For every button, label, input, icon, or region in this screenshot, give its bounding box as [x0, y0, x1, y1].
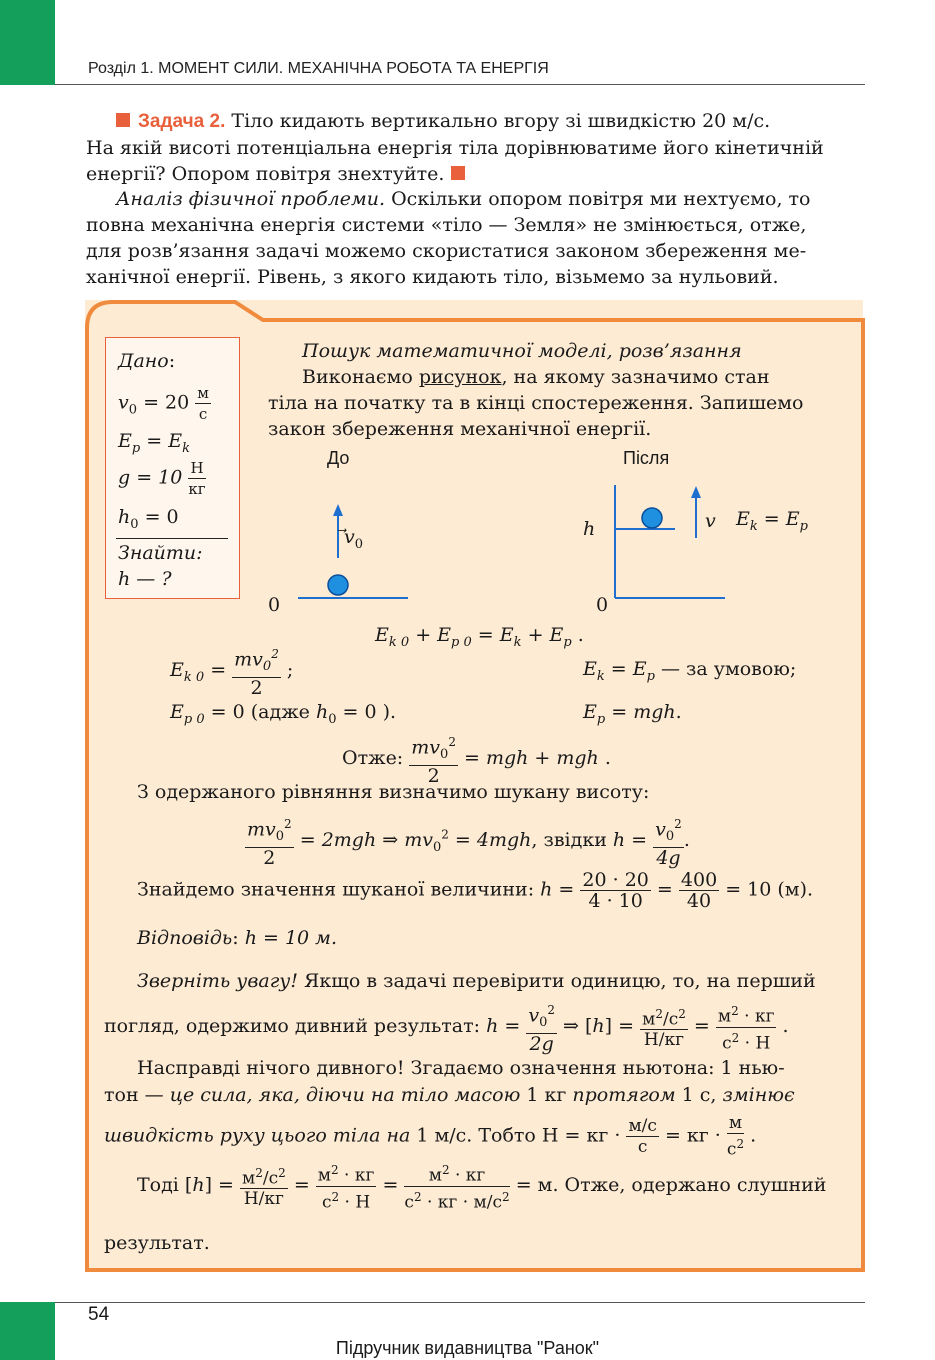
given-title: Дано: [118, 350, 169, 372]
note-line4: тон — це сила, яка, діючи на тіло масою 1 кг протягом 1 с, змінює: [104, 1084, 795, 1106]
note-line5: швидкість руху цього тіла на 1 м/с. Тобто Н = кг · $\frac{м/с}{с}$ = кг · $\frac{м}{с^2}$ .: [104, 1113, 757, 1160]
task-label: Задача 2.: [138, 111, 226, 132]
ball-after: [642, 508, 662, 528]
answer: Відповідь: h = 10 м.: [137, 927, 337, 949]
analysis-paragraph: [86, 186, 861, 290]
page-number: 54: [88, 1304, 110, 1325]
footer-rule: [55, 1302, 865, 1303]
given-ep: E: [118, 430, 132, 452]
task-line3: енергії? Опором повітря знехтуйте.: [86, 163, 445, 185]
task-end-square-icon: [451, 166, 465, 180]
note-line3: Насправді нічого дивного! Згадаємо означення ньютона: 1 нью-: [137, 1057, 785, 1079]
derivation-equation: $\frac{mv_0^2}{2}$ = 2mgh ⇒ $mv_0^2 = 4mgh$, звідки h = $\frac{v_0^2}{4g}$ .: [245, 814, 690, 868]
task-line2: На якій висоті потенціальна енергія тіла дорівнюватиме його кінетичній: [86, 137, 824, 159]
solution-paragraph: [268, 364, 843, 442]
solution-line2: тіла на початку та в кінці спостереження. Запишемо: [268, 392, 804, 414]
solution-line3: закон збереження механічної енергії.: [268, 418, 652, 440]
header-green-bar: [0, 0, 55, 85]
note-line2: погляд, одержимо дивний результат: h = $\frac{v_0^2}{2g}$ ⇒ [h] = $\frac{м^2/с^2}{Н/кг}$ = $\frac{м^2 \cdot кг}{с^2 \cdot Н}$ .: [104, 1000, 789, 1054]
solution-title: Пошук математичної моделі, розв’язання: [302, 340, 742, 362]
given-v0-unit-den: с: [198, 405, 208, 423]
given-g: g = 10: [118, 466, 183, 489]
figure-before-label: До: [327, 448, 350, 468]
find-label: Знайти:: [118, 542, 203, 564]
h-axis-label: h: [583, 518, 596, 540]
note-line6: Тоді [h] = $\frac{м^2/с^2}{Н/кг}$ = $\frac{м^2 \cdot кг}{с^2 \cdot Н}$ = $\frac{м^2 \cdot кг}{с^2 \cdot кг \cdot м/с^2}$ = м. Отже, одержано слушний: [137, 1160, 826, 1212]
analysis-line1: Оскільки опором повітря ми нехтуємо, то: [385, 188, 811, 210]
analysis-line3: для розв’язання задачі можемо скористатися законом збереження ме-: [86, 240, 807, 262]
analysis-line4: ханічної енергії. Рівень, з якого кидають тіло, візьмемо за нульовий.: [86, 266, 779, 288]
ek-ep-label: E: [736, 508, 750, 530]
task-paragraph: [86, 108, 861, 187]
answer-label: Відповідь: [137, 927, 233, 949]
zero-label-right: 0: [596, 594, 609, 616]
ep-equation: $E_p$ = mgh.: [583, 701, 682, 727]
given-v0: v: [118, 391, 129, 414]
publisher-credit: Підручник видавництва "Ранок": [335, 1338, 600, 1358]
given-h0-value: = 0: [144, 506, 179, 528]
note-line7: результат.: [104, 1232, 210, 1254]
so-equation: Отже: $\frac{mv_0^2}{2}$ = mgh + mgh .: [342, 732, 611, 786]
ek0-equation: $E_{k 0}$ = $\frac{mv_0^2}{2}$ ;: [170, 644, 293, 698]
analysis-label: Аналіз фізичної проблеми.: [116, 188, 386, 210]
given-v0-value: = 20: [143, 391, 190, 414]
find-h: h — ?: [118, 568, 172, 590]
solution-line1a: Виконаємо: [302, 366, 419, 388]
v-label: v: [705, 510, 716, 532]
zero-label-left: 0: [268, 594, 281, 616]
given-v0-unit-num: м: [197, 384, 209, 402]
given-h0: h: [118, 506, 131, 528]
find-value-equation: Знайдемо значення шуканої величини: h = $\frac{20 \cdot 20}{4 \cdot 10}$ = $\frac{400}{40}$ = 10 (м).: [137, 869, 814, 912]
analysis-line2: повна механічна енергія системи «тіло — Земля» не змінюється, отже,: [86, 214, 807, 236]
section-header: Розділ 1. МОМЕНТ СИЛИ. МЕХАНІЧНА РОБОТА ТА ЕНЕРГІЯ: [88, 60, 549, 77]
given-divider: [116, 538, 228, 539]
ball-before: [328, 575, 348, 595]
header-rule: [55, 84, 865, 85]
ep0-equation: $E_{p 0} = 0$ (адже $h_0 = 0$ ).: [170, 701, 397, 727]
ek-ep-condition: $E_k = E_p$ — за умовою;: [583, 658, 797, 684]
conservation-equation: $E_{k 0} + E_{p 0} = E_k + E_p$ .: [375, 624, 584, 650]
answer-value: h = 10 м.: [244, 927, 337, 949]
task-square-icon: [116, 113, 130, 127]
given-box: Дано: $v_0 = 20$ $\frac{м}{с}$ $E_p = E_k$ g = 10 $\frac{Н}{кг}$ $h_0 = 0$ Знайти: h — ?: [105, 337, 240, 599]
from-equation-text: З одержаного рівняння визначимо шукану висоту:: [137, 781, 650, 803]
figure-link[interactable]: рисунок: [418, 366, 502, 388]
note-line1: Зверніть увагу! Якщо в задачі перевірити одиницю, то, на перший: [137, 970, 816, 992]
figure-after-label: Після: [623, 448, 670, 468]
task-line1: Тіло кидають вертикально вгору зі швидкістю 20 м/с.: [225, 110, 771, 132]
given-g-unit-den: кг: [188, 480, 206, 498]
v0-label: v: [344, 526, 355, 548]
solution-line1b: , на якому зазначимо стан: [501, 366, 770, 388]
given-g-unit-num: Н: [188, 458, 205, 479]
